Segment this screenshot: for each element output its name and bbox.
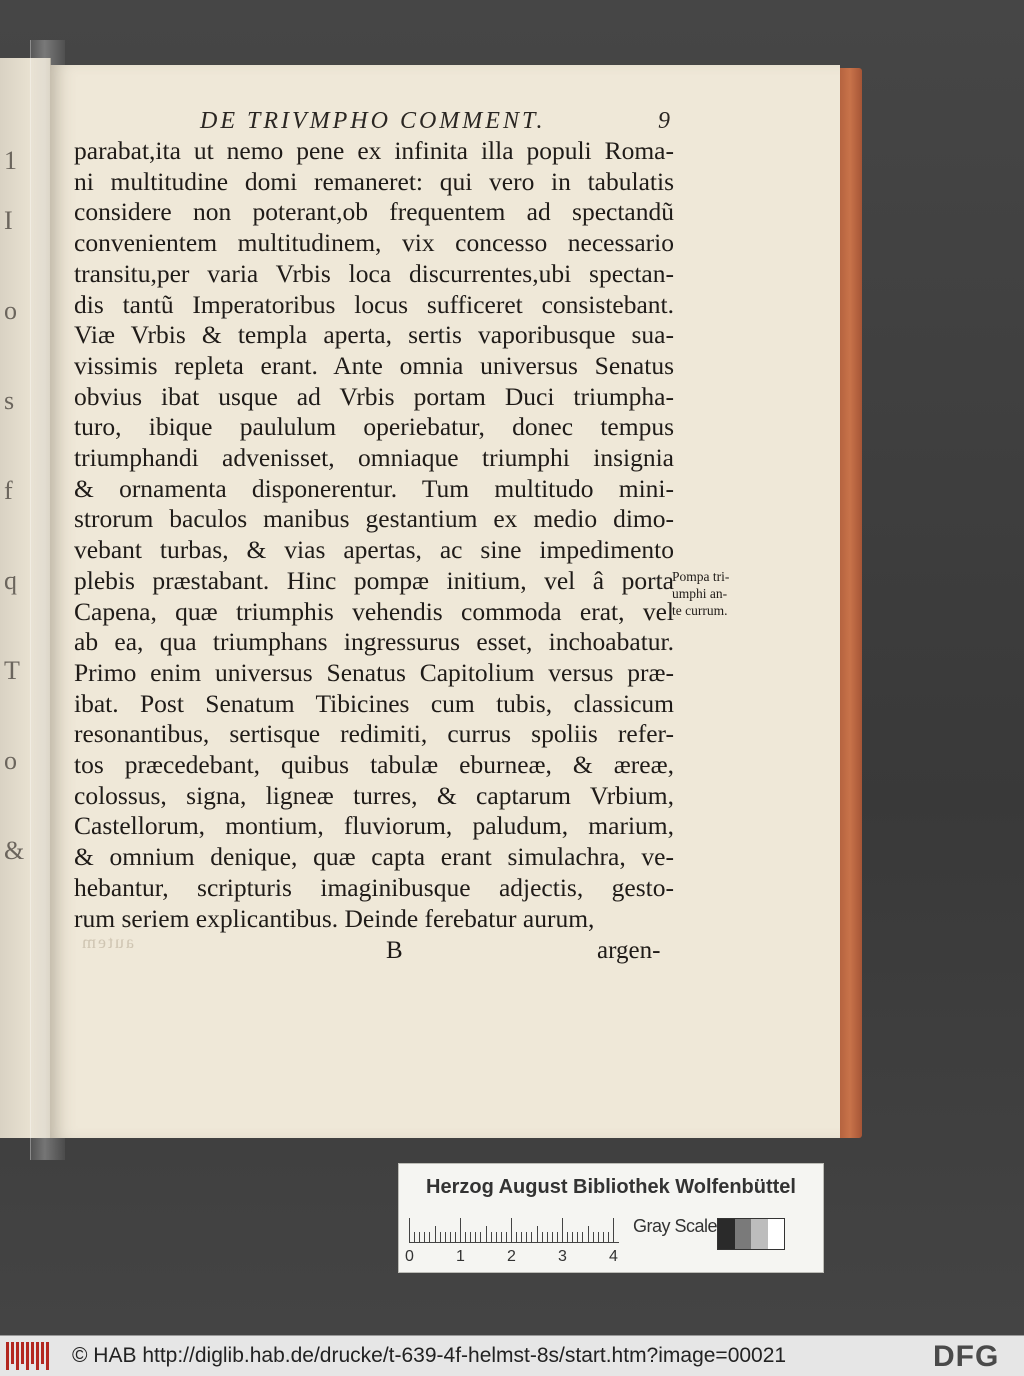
marginal-line: Pompa tri- [672, 569, 730, 584]
ruler-tick [608, 1232, 609, 1242]
ruler-tick [450, 1232, 451, 1242]
gray-scale-strip [717, 1218, 785, 1250]
marginal-line: umphi an- [672, 586, 728, 601]
ruler-tick [475, 1232, 476, 1242]
marginal-line: te currum. [672, 603, 728, 618]
text-line: dis tantũ Imperatoribus locus sufficeret consistebant. [74, 289, 674, 319]
gray-swatch [751, 1219, 768, 1249]
ruler-tick [480, 1232, 481, 1242]
text-line: ibat. Post Senatum Tibicines cum tubis, classicum [74, 688, 674, 718]
text-line: plebis præstabant. Hinc pompæ initium, vel â porta [74, 565, 674, 595]
text-line: Viæ Vrbis & templa aperta, sertis vaporibusque sua- [74, 320, 674, 350]
bleed-glyph: I [4, 206, 13, 235]
bleed-glyph: 1 [4, 146, 17, 175]
page-number: 9 [658, 108, 670, 134]
body-text [74, 136, 674, 934]
ruler-number: 3 [558, 1248, 567, 1265]
ruler-tick [562, 1218, 563, 1242]
text-line: considere non poterant,ob frequentem ad spectandũ [74, 197, 674, 227]
marginal-note [672, 568, 756, 619]
logo-bar [11, 1342, 14, 1364]
running-head: DE TRIVMPHO COMMENT. [200, 108, 546, 134]
ruler-tick [419, 1232, 420, 1242]
page-edge-gilt [840, 68, 862, 1138]
text-line: strorum baculos manibus gestantium ex medio dimo- [74, 504, 674, 534]
logo-bar [31, 1342, 34, 1364]
logo-bar [16, 1342, 19, 1370]
text-line: obvius ibat usque ad Vrbis portam Duci triumpha- [74, 381, 674, 411]
text-line: Castellorum, montium, fluviorum, paludum, marium, [74, 811, 674, 841]
ruler-tick [506, 1232, 507, 1242]
ruler-tick [547, 1232, 548, 1242]
text-line: hebantur, scripturis imaginibusque adjectis, gesto- [74, 872, 674, 902]
ruler-tick [521, 1232, 522, 1242]
text-line: triumphandi advenisset, omniaque triumphi insignia [74, 443, 674, 473]
text-line: resonantibus, sertisque redimiti, currus spoliis refer- [74, 719, 674, 749]
logo-bar [6, 1342, 9, 1370]
footer-bar [0, 1335, 1024, 1376]
bleed-glyph: & [4, 836, 25, 865]
ruler-tick [409, 1218, 410, 1242]
ruler-tick [593, 1232, 594, 1242]
bleed-glyph: f [4, 476, 13, 505]
ruler-scale [409, 1218, 619, 1243]
ruler-tick [496, 1232, 497, 1242]
ruler-tick [440, 1232, 441, 1242]
ruler-tick [613, 1218, 614, 1242]
ruler-tick [511, 1218, 512, 1242]
footer-url-text[interactable]: © HAB http://diglib.hab.de/drucke/t-639-4f-helmst-8s/start.htm?image=00021 [72, 1344, 787, 1367]
logo-bar [21, 1342, 24, 1364]
ruler-tick [572, 1232, 573, 1242]
bleed-glyph: o [4, 746, 17, 775]
card-title: Herzog August Bibliothek Wolfenbüttel [426, 1176, 796, 1198]
ruler-tick [429, 1232, 430, 1242]
ruler-number: 0 [405, 1248, 414, 1265]
text-line: parabat,ita ut nemo pene ex infinita illa populi Roma- [74, 136, 674, 165]
text-line: & ornamenta disponerentur. Tum multitudo mini- [74, 473, 674, 503]
library-color-card [398, 1163, 824, 1273]
gray-swatch [718, 1219, 735, 1249]
bleed-glyph: s [4, 386, 15, 415]
bleed-glyph: T [4, 656, 20, 685]
logo-bar [36, 1342, 39, 1370]
bleed-glyph: o [4, 296, 17, 325]
ruler-tick [424, 1232, 425, 1242]
ruler-tick [516, 1232, 517, 1242]
text-line: & omnium denique, quæ capta erant simulachra, ve- [74, 842, 674, 872]
show-through-text: autem [80, 932, 134, 952]
text-line: convenientem multitudinem, vix concesso necessario [74, 228, 674, 258]
ruler-tick [465, 1232, 466, 1242]
ruler-tick [557, 1232, 558, 1242]
ruler-tick [552, 1232, 553, 1242]
text-line: ni multitudine domi remaneret: qui vero in tabulatis [74, 166, 674, 196]
ruler-tick [598, 1232, 599, 1242]
ruler-tick [537, 1226, 538, 1242]
ruler-number: 2 [507, 1248, 516, 1265]
dfg-logo: DFG [933, 1340, 1000, 1373]
ruler-tick [414, 1232, 415, 1242]
text-line: rum seriem explicantibus. Deinde ferebatur aurum, [74, 903, 595, 933]
text-line: vebant turbas, & vias apertas, ac sine impedimento [74, 535, 674, 565]
ruler-tick [542, 1232, 543, 1242]
ruler-tick [603, 1232, 604, 1242]
ruler-number: 1 [456, 1248, 465, 1265]
gray-swatch [735, 1219, 752, 1249]
gray-swatch [768, 1219, 785, 1249]
ruler-tick [567, 1232, 568, 1242]
ruler-tick [526, 1232, 527, 1242]
text-line: transitu,per varia Vrbis loca discurrentes,ubi spectan- [74, 258, 674, 288]
text-line: Capena, quæ triumphis vehendis commoda erat, vel [74, 596, 674, 626]
ruler-tick [577, 1232, 578, 1242]
ruler-tick [455, 1232, 456, 1242]
text-line: colossus, signa, ligneæ turres, & captarum Vrbium, [74, 780, 674, 810]
logo-bar [26, 1342, 29, 1370]
text-line: ab ea, qua triumphans ingressurus esset, inchoabatur. [74, 627, 674, 657]
text-line: Primo enim universus Senatus Capitolium versus præ- [74, 657, 674, 687]
ruler-tick [445, 1232, 446, 1242]
hab-logo-icon [6, 1342, 50, 1370]
logo-bar [46, 1342, 49, 1370]
ruler-tick [486, 1226, 487, 1242]
ruler-tick [460, 1218, 461, 1242]
ruler-tick [588, 1226, 589, 1242]
ruler-tick [531, 1232, 532, 1242]
ruler-tick [582, 1232, 583, 1242]
ruler-tick [491, 1232, 492, 1242]
ruler-tick [435, 1226, 436, 1242]
text-line: turo, ibique paululum operiebatur, donec tempus [74, 412, 674, 442]
ruler-number: 4 [609, 1248, 618, 1265]
bleed-glyph: q [4, 566, 17, 595]
ruler-tick [470, 1232, 471, 1242]
catchword: argen- [597, 937, 661, 964]
logo-bar [41, 1342, 44, 1364]
gray-scale-label: Gray Scale [633, 1216, 718, 1236]
ruler-tick [501, 1232, 502, 1242]
signature-mark: B [386, 937, 403, 964]
text-line: tos præcedebant, quibus tabulæ eburneæ, & æreæ, [74, 750, 674, 780]
text-line: vissimis repleta erant. Ante omnia universus Senatus [74, 350, 674, 380]
